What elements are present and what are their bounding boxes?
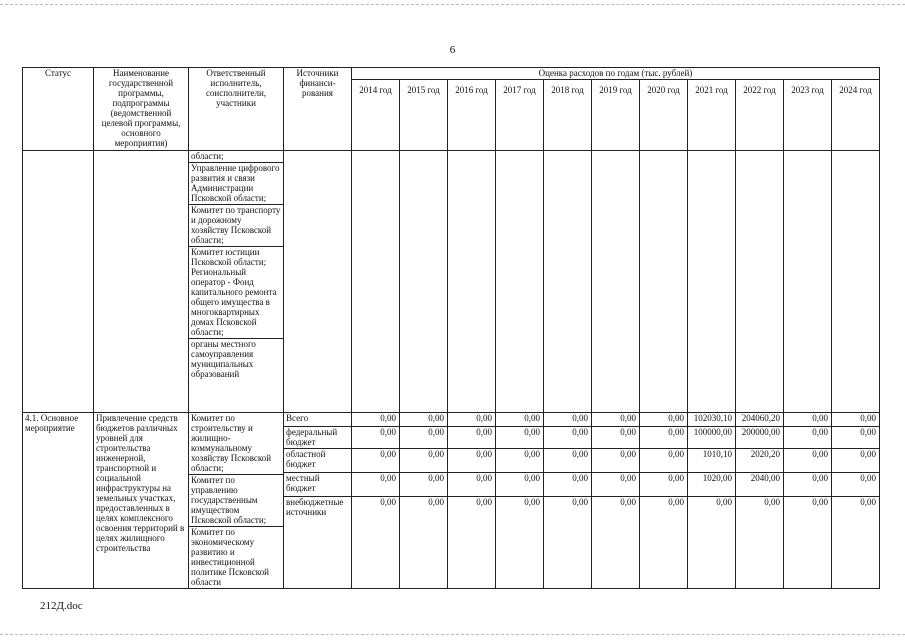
header-year: 2020 год [640, 80, 688, 151]
value-cell: 0,00 [784, 413, 832, 427]
value-cell: 0,00 [832, 448, 880, 472]
value-cell: 0,00 [448, 413, 496, 427]
value-cell: 100000,00 [688, 426, 736, 448]
value-cell: 0,00 [496, 496, 544, 588]
header-year: 2015 год [400, 80, 448, 151]
table-row [23, 413, 880, 427]
value-cell: 0,00 [448, 426, 496, 448]
header-responsible: Ответственный исполнитель, соисполнители, участники [189, 68, 284, 151]
source-label: местный бюджет [284, 472, 352, 496]
header-year: 2024 год [832, 80, 880, 151]
value-cell: 204060,20 [736, 413, 784, 427]
header-estimate: Оценка расходов по годам (тыс. рублей) [352, 68, 880, 80]
expenditure-table [22, 67, 880, 589]
value-cell: 2040,00 [736, 472, 784, 496]
header-year: 2016 год [448, 80, 496, 151]
value-cell: 0,00 [592, 472, 640, 496]
responsible-item: Комитет по экономическому развитию и инвестиционной политике Псковской области [191, 527, 269, 587]
value-cell: 0,00 [592, 413, 640, 427]
value-cell: 0,00 [640, 426, 688, 448]
value-cell: 2020,20 [736, 448, 784, 472]
participant: Комитет по транспорту и дорожному хозяйству Псковской области; [189, 205, 283, 247]
value-cell: 0,00 [544, 448, 592, 472]
value-cell: 0,00 [832, 472, 880, 496]
value-cell: 0,00 [592, 448, 640, 472]
value-cell: 0,00 [640, 413, 688, 427]
value-cell: 0,00 [352, 448, 400, 472]
value-cell: 0,00 [784, 426, 832, 448]
value-cell: 0,00 [400, 413, 448, 427]
participant: органы местного самоуправления муниципальных образований [191, 339, 256, 379]
header-status: Статус [23, 68, 94, 151]
value-cell: 0,00 [688, 496, 736, 588]
value-cell: 0,00 [352, 496, 400, 588]
participant: Комитет юстиции Псковской области; Региональный оператор - Фонд капитального ремонта общего имущества в многоквартирных домах Псковской области; [189, 247, 283, 339]
table-row-continued [23, 151, 880, 413]
value-cell: 200000,00 [736, 426, 784, 448]
value-cell: 0,00 [352, 413, 400, 427]
value-cell: 0,00 [640, 496, 688, 588]
value-cell: 0,00 [400, 496, 448, 588]
header-year: 2018 год [544, 80, 592, 151]
value-cell: 0,00 [496, 413, 544, 427]
value-cell: 0,00 [496, 472, 544, 496]
footer-filename: 212Д.doc [40, 600, 83, 612]
value-cell: 0,00 [640, 472, 688, 496]
header-year: 2023 год [784, 80, 832, 151]
value-cell: 0,00 [496, 448, 544, 472]
value-cell: 0,00 [592, 496, 640, 588]
value-cell: 0,00 [784, 472, 832, 496]
value-cell: 0,00 [400, 472, 448, 496]
header-year: 2017 год [496, 80, 544, 151]
value-cell: 0,00 [400, 448, 448, 472]
value-cell: 0,00 [352, 426, 400, 448]
header-sources: Источники финанси-рования [284, 68, 352, 151]
header-year: 2014 год [352, 80, 400, 151]
value-cell: 0,00 [448, 472, 496, 496]
header-name: Наименование государственной программы, подпрограммы (ведомственной целевой программы, основного мероприятия) [94, 68, 189, 151]
value-cell: 0,00 [784, 448, 832, 472]
value-cell: 1020,00 [688, 472, 736, 496]
scan-top-edge [0, 4, 905, 5]
value-cell: 0,00 [400, 426, 448, 448]
participants-cell [189, 151, 284, 413]
value-cell: 0,00 [496, 426, 544, 448]
measure-responsible [189, 413, 284, 589]
value-cell: 0,00 [832, 426, 880, 448]
value-cell: 0,00 [784, 496, 832, 588]
source-label: областной бюджет [284, 448, 352, 472]
value-cell: 0,00 [448, 448, 496, 472]
header-year: 2021 год [688, 80, 736, 151]
value-cell: 0,00 [352, 472, 400, 496]
value-cell: 0,00 [832, 496, 880, 588]
value-cell: 0,00 [448, 496, 496, 588]
header-year: 2022 год [736, 80, 784, 151]
value-cell: 0,00 [736, 496, 784, 588]
value-cell: 0,00 [544, 426, 592, 448]
value-cell: 0,00 [544, 472, 592, 496]
scan-bottom-edge [0, 634, 905, 635]
value-cell: 1010,10 [688, 448, 736, 472]
responsible-item: Комитет по строительству и жилищно-коммунальному хозяйству Псковской области; [189, 413, 283, 475]
participant: области; [189, 151, 283, 163]
source-label: федеральный бюджет [284, 426, 352, 448]
measure-name: Привлечение средств бюджетов различных уровней для строительства инженерной, транспортной и социальной инфраструктуры на земельных участках, предоставленных в целях комплексного освоения территорий в целях жилищного строительства [94, 413, 189, 589]
source-label: внебюджетные источники [284, 496, 352, 588]
value-cell: 0,00 [544, 496, 592, 588]
value-cell: 0,00 [832, 413, 880, 427]
page-number: 6 [449, 44, 456, 56]
responsible-item: Комитет по управлению государственным имуществом Псковской области; [189, 475, 283, 527]
value-cell: 0,00 [544, 413, 592, 427]
measure-status: 4.1. Основное мероприятие [23, 413, 94, 589]
value-cell: 0,00 [592, 426, 640, 448]
source-label: Всего [284, 413, 352, 427]
header-year: 2019 год [592, 80, 640, 151]
value-cell: 0,00 [640, 448, 688, 472]
value-cell: 102030,10 [688, 413, 736, 427]
participant: Управление цифрового развития и связи Администрации Псковской области; [189, 163, 283, 205]
